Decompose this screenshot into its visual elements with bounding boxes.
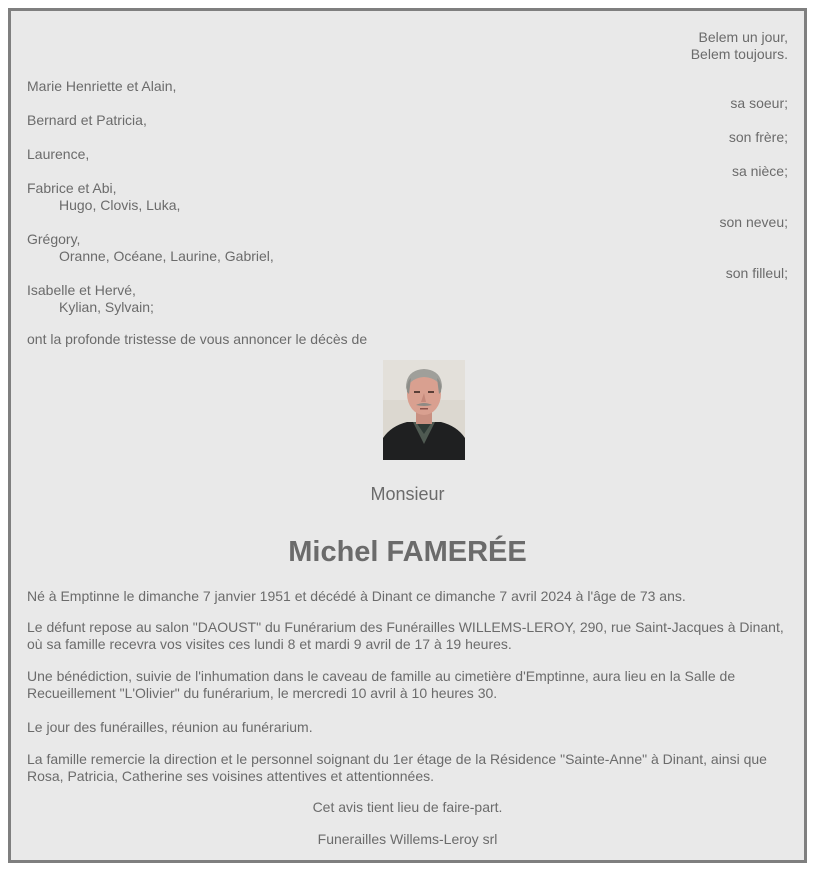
family-children: Kylian, Sylvain; <box>59 299 154 315</box>
reunion-paragraph: Le jour des funérailles, réunion au funérarium. <box>27 719 313 735</box>
family-entry <box>27 78 788 112</box>
family-relation: son filleul; <box>725 265 788 281</box>
family-entry <box>27 146 788 180</box>
family-entry <box>27 180 788 231</box>
family-children: Hugo, Clovis, Luka, <box>59 197 181 213</box>
family-relation: sa nièce; <box>731 163 788 179</box>
honorific-title: Monsieur <box>370 484 445 504</box>
motto <box>691 29 788 63</box>
family-relation: son neveu; <box>719 214 788 230</box>
family-children: Oranne, Océane, Laurine, Gabriel, <box>59 248 274 264</box>
family-relation: sa soeur; <box>730 95 788 111</box>
family-names: Fabrice et Abi, <box>27 180 117 196</box>
portrait-photo <box>383 360 465 460</box>
birth-death-paragraph: Né à Emptinne le dimanche 7 janvier 1951 et décédé à Dinant ce dimanche 7 avril 2024 à l'âge de 73 ans. <box>27 588 686 604</box>
thanks-paragraph: La famille remercie la direction et le personnel soignant du 1er étage de la Résidence "Sainte-Anne" à Dinant, ainsi que Rosa, Patricia, Catherine ses voisines attentives et attentionnées. <box>27 751 767 784</box>
motto-line-2: Belem toujours. <box>690 46 788 62</box>
family-names: Grégory, <box>27 231 81 247</box>
repose-paragraph: Le défunt repose au salon "DAOUST" du Funérarium des Funérailles WILLEMS-LEROY, 290, rue Saint-Jacques à Dinant, où sa famille recevra vos visites ces lundi 8 et mardi 9 avril de 17 à 19 heures. <box>27 619 784 652</box>
family-entry <box>27 231 788 282</box>
family-names: Laurence, <box>27 146 90 162</box>
family-names: Marie Henriette et Alain, <box>27 78 177 94</box>
family-list <box>27 78 788 316</box>
deceased-name: Michel FAMERÉE <box>288 536 527 568</box>
funeral-home-name: Funerailles Willems-Leroy srl <box>317 831 498 847</box>
family-relation: son frère; <box>728 129 788 145</box>
family-names: Bernard et Patricia, <box>27 112 147 128</box>
ceremony-paragraph: Une bénédiction, suivie de l'inhumation dans le caveau de famille au cimetière d'Emptinne, aura lieu en la Salle de Recueillement "L'Olivier" du funérarium, le mercredi 10 avril à 10 heures 30. <box>27 668 736 701</box>
motto-line-1: Belem un jour, <box>698 29 788 45</box>
family-entry <box>27 282 788 316</box>
family-entry <box>27 112 788 146</box>
family-names: Isabelle et Hervé, <box>27 282 136 298</box>
obituary-card <box>8 8 807 863</box>
notice-text: Cet avis tient lieu de faire-part. <box>312 799 503 815</box>
announcement-text: ont la profonde tristesse de vous annoncer le décès de <box>27 331 368 347</box>
